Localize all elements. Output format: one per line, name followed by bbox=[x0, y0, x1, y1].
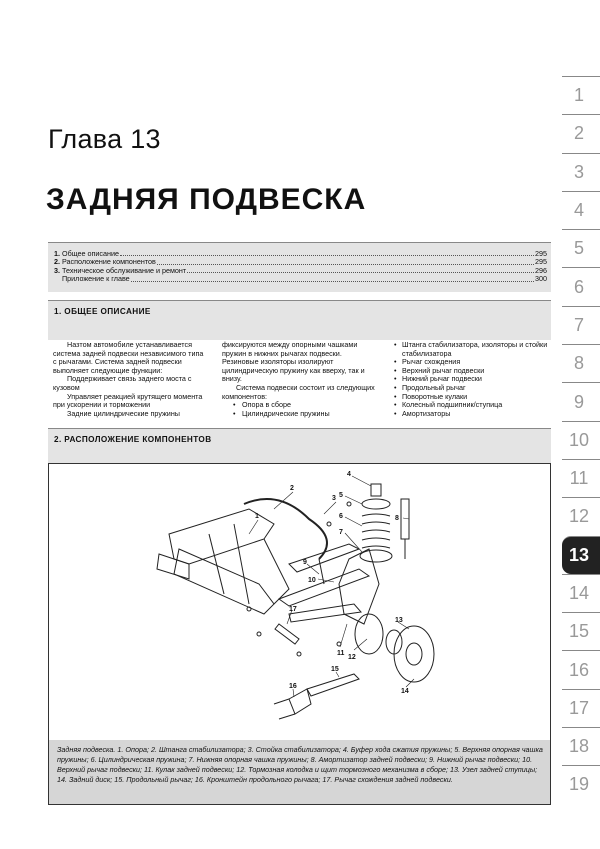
chapter-tab-4[interactable]: 4 bbox=[562, 191, 600, 229]
figure-caption: Задняя подвеска. 1. Опора; 2. Штанга стабилизатора; 3. Стойка стабилизатора; 4. Буфер хода сжатия пружины; 5. Верхняя опорная чашка пружины; 6. Цилиндрическая пружина; 7. Нижняя опорная чашка пружины; 8. Амортизатор задней подвески; 9. Нижний рычаг подвески; 10. Верхний рычаг подвески; 11. Кулак задней подвески; 12. Тормозная колодка и щит тормозного механизма в сборе; 13. Узел задней ступицы; 14. Задний диск; 15. Продольный рычаг; 16. Кронштейн продольного рычага; 17. Рычаг схождения задней подвески. bbox=[49, 740, 550, 804]
suspension-diagram bbox=[49, 464, 552, 740]
list-item: • Поворотные кулаки bbox=[393, 393, 550, 402]
callout-label: 16 bbox=[289, 683, 297, 690]
toc-number: 3. bbox=[54, 265, 60, 275]
callout-label: 9 bbox=[303, 559, 307, 566]
chapter-tab-9[interactable]: 9 bbox=[562, 382, 600, 420]
table-of-contents bbox=[48, 242, 551, 292]
callout-label: 3 bbox=[332, 495, 336, 502]
callout-label: 2 bbox=[290, 485, 294, 492]
chapter-tab-6[interactable]: 6 bbox=[562, 267, 600, 305]
toc-page: 295 bbox=[535, 249, 547, 258]
toc-number: 2. bbox=[54, 257, 60, 267]
list-item: • Амортизаторы bbox=[393, 410, 550, 419]
chapter-tab-14[interactable]: 14 bbox=[562, 574, 600, 612]
text-column-3 bbox=[393, 341, 550, 418]
callout-label: 15 bbox=[331, 666, 339, 673]
chapter-label: Глава 13 bbox=[48, 124, 161, 154]
list-item: • Рычаг схождения bbox=[393, 358, 550, 367]
chapter-tab-16[interactable]: 16 bbox=[562, 650, 600, 688]
text-column-1 bbox=[53, 341, 208, 418]
toc-text: Техническое обслуживание и ремонт bbox=[62, 265, 187, 275]
toc-leader bbox=[157, 258, 534, 264]
callout-label: 12 bbox=[348, 654, 356, 661]
toc-text: Расположение компонентов bbox=[62, 257, 156, 267]
section-heading: 1. ОБЩЕЕ ОПИСАНИЕ bbox=[54, 307, 151, 316]
page-title: ЗАДНЯЯ ПОДВЕСКА bbox=[46, 183, 367, 216]
paragraph: Система подвески состоит из следующих компонентов: bbox=[222, 382, 375, 401]
callout-label: 8 bbox=[395, 515, 399, 522]
paragraph: Задние цилиндрические пружины bbox=[67, 408, 180, 418]
chapter-tab-18[interactable]: 18 bbox=[562, 727, 600, 765]
toc-number: 1. bbox=[54, 249, 60, 258]
paragraph: Назтом автомобиле устанавливается система задней подвески независимого типа с рычагами. Система задней подвески выполняет следующие функции: bbox=[53, 340, 204, 375]
toc-page: 300 bbox=[535, 274, 547, 284]
callout-label: 6 bbox=[339, 513, 343, 520]
toc-text: Общее описание bbox=[62, 249, 120, 258]
paragraph: фиксируются между опорными чашками пружин в нижних рычагах подвески. Резиновые изоляторы изолируют цилиндрическую пружину как вверху, так и внизу. bbox=[222, 340, 365, 384]
toc-row[interactable] bbox=[54, 275, 547, 283]
callout-label: 17 bbox=[289, 606, 297, 613]
chapter-tab-10[interactable]: 10 bbox=[562, 421, 600, 459]
paragraph: Поддерживает связь заднего моста с кузовом bbox=[53, 374, 192, 392]
callout-label: 10 bbox=[308, 577, 316, 584]
list-item: • Цилиндрические пружины bbox=[222, 410, 377, 419]
toc-leader bbox=[120, 250, 534, 256]
section-component-layout bbox=[48, 428, 551, 463]
toc-page: 296 bbox=[535, 265, 547, 275]
text-column-2 bbox=[222, 341, 377, 418]
chapter-tab-2[interactable]: 2 bbox=[562, 114, 600, 152]
list-item: • Штанга стабилизатора, изоляторы и стойки стабилизатора bbox=[393, 341, 550, 358]
chapter-tab-19[interactable]: 19 bbox=[562, 765, 600, 803]
toc-page: 295 bbox=[535, 257, 547, 267]
section-general-description bbox=[48, 300, 551, 340]
list-item: • Верхний рычаг подвески bbox=[393, 367, 550, 376]
chapter-tab-13[interactable]: 13 bbox=[562, 536, 600, 574]
chapter-tab-17[interactable]: 17 bbox=[562, 689, 600, 727]
suspension-figure bbox=[48, 463, 551, 805]
paragraph: Управляет реакцией крутящего момента при ускорении и торможении bbox=[53, 391, 203, 410]
list-item: • Колесный подшипник/ступица bbox=[393, 401, 550, 410]
chapter-tab-5[interactable]: 5 bbox=[562, 229, 600, 267]
toc-number bbox=[54, 275, 62, 283]
chapter-tabs bbox=[562, 76, 600, 804]
chapter-tab-3[interactable]: 3 bbox=[562, 153, 600, 191]
chapter-tab-12[interactable]: 12 bbox=[562, 497, 600, 535]
callout-label: 1 bbox=[255, 513, 259, 520]
callout-label: 13 bbox=[395, 617, 403, 624]
list-item: • Нижний рычаг подвески bbox=[393, 375, 550, 384]
chapter-tab-11[interactable]: 11 bbox=[562, 459, 600, 497]
callout-label: 4 bbox=[347, 471, 351, 478]
chapter-tab-15[interactable]: 15 bbox=[562, 612, 600, 650]
list-item: • Опора в сборе bbox=[222, 401, 377, 410]
chapter-tab-8[interactable]: 8 bbox=[562, 344, 600, 382]
chapter-tab-1[interactable]: 1 bbox=[562, 76, 600, 114]
callout-label: 14 bbox=[401, 688, 409, 695]
callout-label: 7 bbox=[339, 529, 343, 536]
callout-label: 11 bbox=[337, 650, 345, 657]
callout-label: 5 bbox=[339, 492, 343, 499]
toc-leader bbox=[187, 267, 534, 273]
toc-leader bbox=[131, 275, 534, 281]
section-heading: 2. РАСПОЛОЖЕНИЕ КОМПОНЕНТОВ bbox=[54, 435, 212, 444]
chapter-tab-7[interactable]: 7 bbox=[562, 306, 600, 344]
list-item: • Продольный рычаг bbox=[393, 384, 550, 393]
toc-text: Приложение к главе bbox=[62, 274, 130, 284]
